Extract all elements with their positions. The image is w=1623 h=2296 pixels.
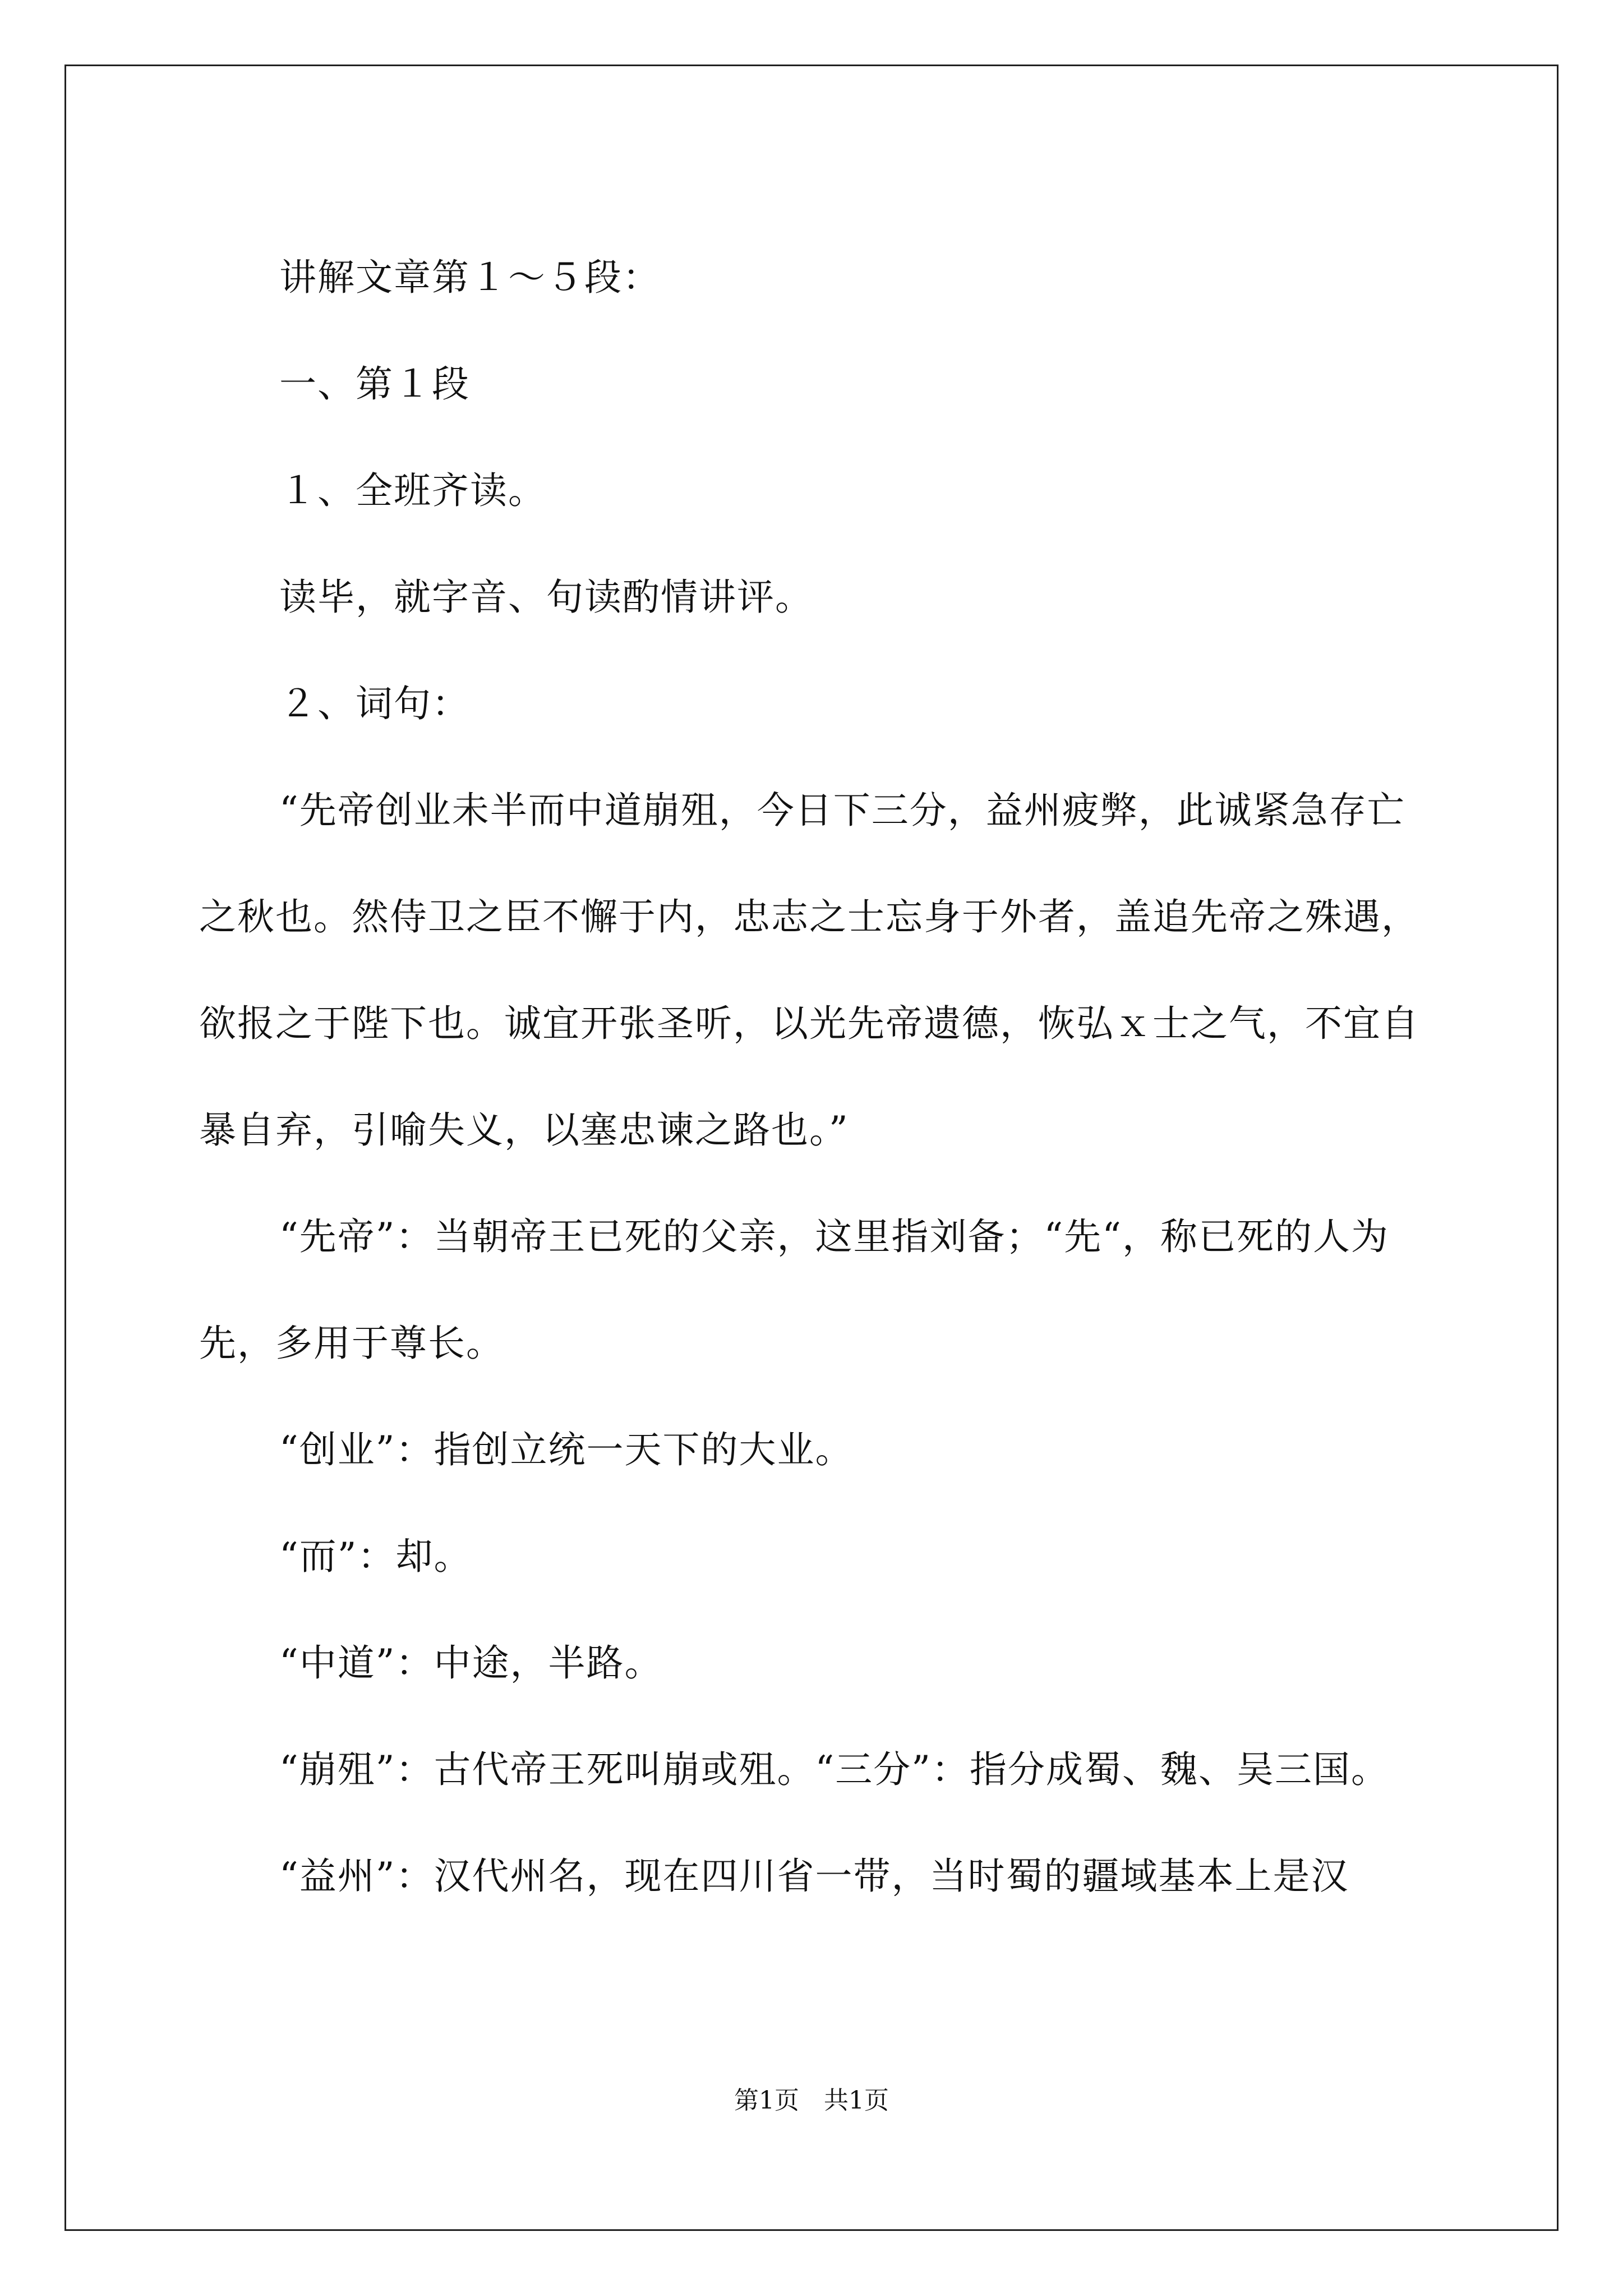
- paragraph: ２、词句：: [279, 682, 470, 725]
- paragraph: “创业”：指创立统一天下的大业。: [279, 1428, 854, 1471]
- paragraph: “先帝创业未半而中道崩殂，今日下三分，益州疲弊，此诚紧急存亡之秋也。然侍卫之臣不懈于内，忠志之士忘身于外者，盖追先帝之殊遇，欲报之于陛下也。诚宜开张圣听，以光先帝遗德，恢弘ｘ士之气，不宜自暴自弃，引喻失义，以塞忠谏之路也。”: [199, 789, 1419, 1152]
- paragraph: “而”：却。: [279, 1535, 472, 1578]
- document-body: [199, 224, 1422, 1930]
- paragraph: “益州”：汉代州名，现在四川省一带，当时蜀的疆域基本上是汉: [279, 1855, 1349, 1898]
- paragraph: １、全班齐读。: [279, 469, 546, 512]
- paragraph: “中道”：中途，半路。: [279, 1641, 663, 1685]
- paragraph: “先帝”：当朝帝王已死的父亲，这里指刘备；“先“，称已死的人为先，多用于尊长。: [199, 1215, 1389, 1365]
- paragraph: 讲解文章第１～５段：: [279, 256, 661, 299]
- paragraph: 读毕，就字音、句读酌情讲评。: [279, 576, 813, 619]
- page-footer: 第1页 共1页: [734, 2086, 889, 2115]
- paragraph: 一、第１段: [279, 362, 470, 406]
- paragraph: “崩殂”：古代帝王死叫崩或殂。“三分”：指分成蜀、魏、吴三国。: [279, 1748, 1389, 1791]
